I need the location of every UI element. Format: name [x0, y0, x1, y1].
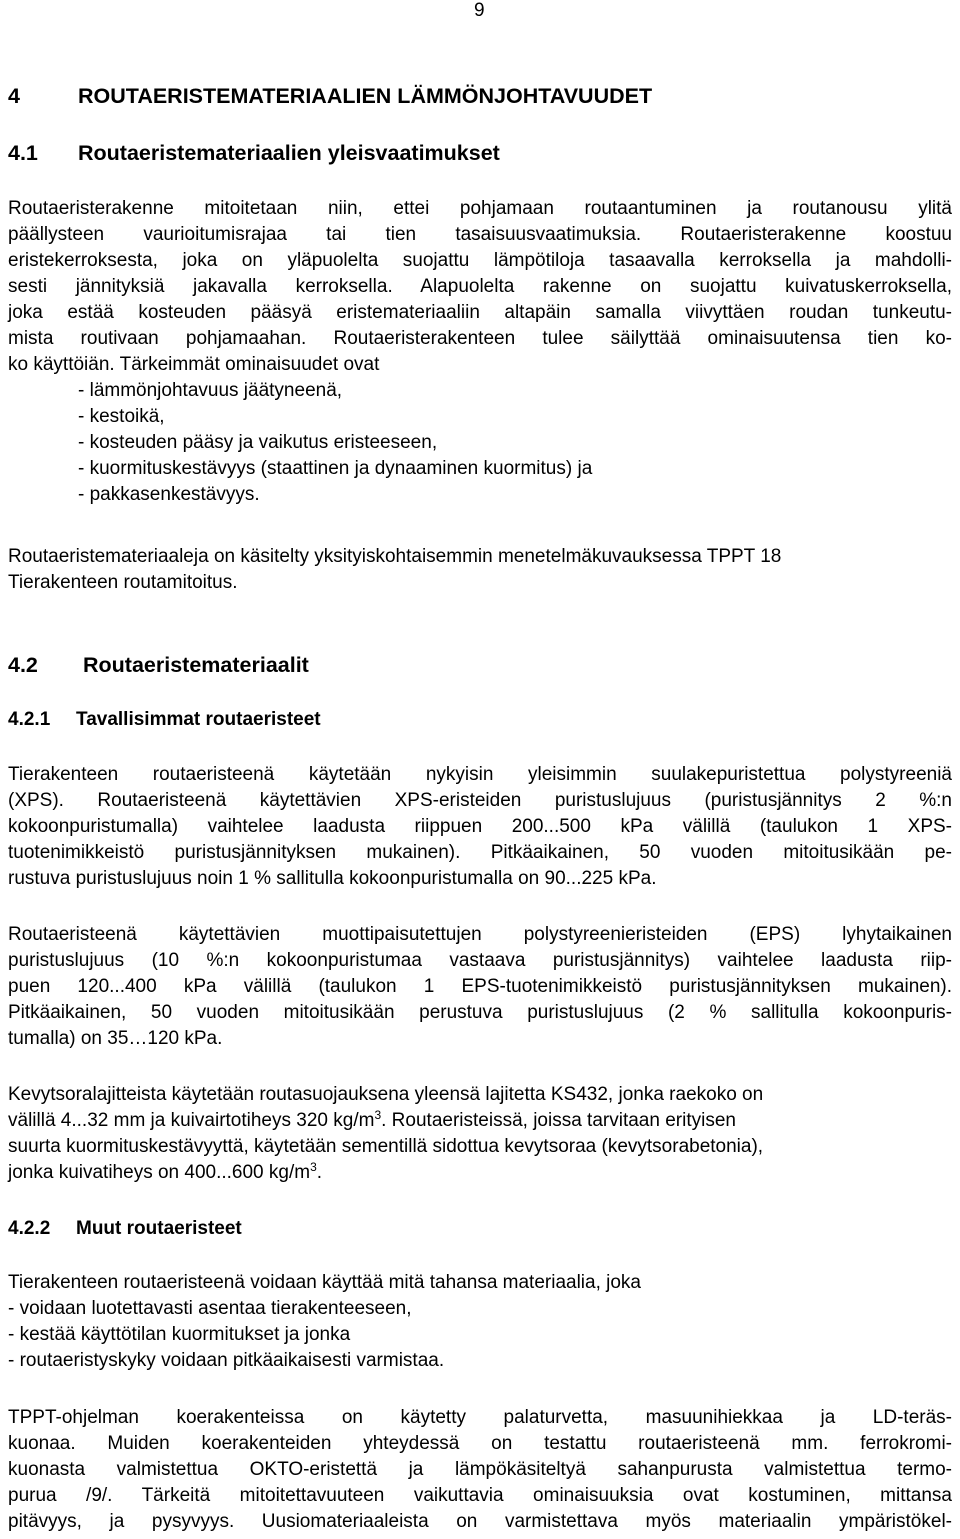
list-item: - kestoikä, — [78, 406, 165, 427]
text-line: puen 120...400 kPa välillä (taulukon 1 EPS-tuotenimikkeistö puristusjännityksen mukainen). — [8, 976, 952, 997]
section-4-1-paragraph-1 — [8, 196, 952, 508]
section-4-2-1-heading — [8, 709, 321, 731]
text-line: (XPS). Routaeristeenä käytettävien XPS-eristeiden puristuslujuus (puristusjännitys 2 %:n — [8, 790, 952, 811]
list-item: - kestää käyttötilan kuormitukset ja jonka — [8, 1324, 351, 1345]
text-line: Routaeristemateriaaleja on käsitelty yksityiskohtaisemmin menetelmäkuvauksessa TPPT 18 — [8, 546, 782, 567]
text-line: Tierakenteen routamitoitus. — [8, 572, 238, 593]
superscript: 3 — [310, 1160, 317, 1174]
chapter-number: 4 — [8, 84, 20, 108]
section-4-2-1-paragraph-3 — [8, 1082, 952, 1186]
text-line: Routaeristeenä käytettävien muottipaisutettujen polystyreenieristeiden (EPS) lyhytaikainen — [8, 924, 952, 945]
section-4-2-heading — [8, 653, 309, 678]
text-fragment: . — [316, 1162, 323, 1183]
section-number: 4.1 — [8, 141, 38, 165]
text-line: Tierakenteen routaeristeenä käytetään nykyisin yleisimmin suulakepuristettua polystyreeniä — [8, 764, 952, 785]
text-line — [8, 1160, 952, 1186]
section-title: Routaeristemateriaalit — [83, 653, 309, 677]
list-item: - kuormituskestävyys (staattinen ja dynaaminen kuormitus) ja — [78, 458, 593, 479]
subsection-number: 4.2.2 — [8, 1218, 51, 1239]
text-line: Tierakenteen routaeristeenä voidaan käyttää mitä tahansa materiaalia, joka — [8, 1272, 642, 1293]
superscript: 3 — [374, 1108, 382, 1122]
text-line: kuonasta valmistettua OKTO-eristettä ja lämpökäsiteltyä sahanpurusta valmistettua termo- — [8, 1459, 952, 1480]
text-line: purua /9/. Tärkeitä mitoitettavuuteen vaikuttavia ominaisuuksia ovat kostuminen, mittansa — [8, 1485, 952, 1506]
text-line: eristekerroksesta, joka on yläpuolelta suojattu lämpötiloja tasaavalla kerroksella ja mahdolli- — [8, 250, 952, 271]
text-line: TPPT-ohjelman koerakenteissa on käytetty palaturvetta, masuunihiekkaa ja LD-teräs- — [8, 1407, 952, 1428]
list-item: - routaeristyskyky voidaan pitkäaikaisesti varmistaa. — [8, 1350, 445, 1371]
text-line: rustuva puristuslujuus noin 1 % sallitulla kokoonpuristumalla on 90...225 kPa. — [8, 868, 657, 889]
list-item: - pakkasenkestävyys. — [78, 484, 260, 505]
text-line: tuotenimikkeistö puristusjännityksen mukainen). Pitkäaikainen, 50 vuoden mitoitusikään pe- — [8, 842, 952, 863]
chapter-title: ROUTAERISTEMATERIAALIEN LÄMMÖNJOHTAVUUDET — [78, 84, 653, 108]
text-line: tumalla) on 35…120 kPa. — [8, 1028, 223, 1049]
text-line: mista routivaan pohjamaahan. Routaeristerakenteen tulee säilyttää ominaisuutensa tien ko- — [8, 328, 952, 349]
section-title: Routaeristemateriaalien yleisvaatimukset — [78, 141, 500, 165]
section-4-1-heading — [8, 141, 500, 166]
subsection-title: Tavallisimmat routaeristeet — [76, 709, 321, 730]
list-item: - lämmönjohtavuus jäätyneenä, — [78, 380, 343, 401]
text-line: ko käyttöiän. Tärkeimmät ominaisuudet ovat — [8, 354, 380, 375]
section-4-2-2-heading — [8, 1218, 242, 1240]
chapter-heading — [8, 84, 652, 109]
text-fragment: välillä 4...32 mm ja kuivairtotiheys 320 kg/m — [8, 1110, 375, 1131]
text-fragment: jonka kuivatiheys on 400...600 kg/m — [8, 1162, 311, 1183]
text-line: Pitkäaikainen, 50 vuoden mitoitusikään perustuva puristuslujuus (2 % sallitulla kokoonpuris- — [8, 1002, 952, 1023]
list-item: - kosteuden pääsy ja vaikutus eristeeseen, — [78, 432, 438, 453]
list-item: - voidaan luotettavasti asentaa tierakenteeseen, — [8, 1298, 412, 1319]
section-4-2-2-paragraph-2 — [8, 1405, 952, 1535]
text-line: Kevytsoralajitteista käytetään routasuojauksena yleensä lajitetta KS432, jonka raekoko on — [8, 1084, 764, 1105]
section-4-1-paragraph-2 — [8, 544, 952, 596]
section-number: 4.2 — [8, 653, 38, 677]
subsection-title: Muut routaeristeet — [76, 1218, 242, 1239]
section-4-2-1-paragraph-1 — [8, 762, 952, 892]
text-line: pitävyys, ja pysyvyys. Uusiomateriaaleista on varmistettava myös materiaalin ympäristökel- — [8, 1511, 952, 1532]
text-line: sesti jännityksiä jakavalla kerroksella. Alapuolelta rakenne on suojattu kuivatuskerroksella, — [8, 276, 952, 297]
text-line — [8, 1108, 952, 1134]
subsection-number: 4.2.1 — [8, 709, 51, 730]
section-4-2-1-paragraph-2 — [8, 922, 952, 1052]
text-line: kokoonpuristumalla) vaihtelee laadusta riippuen 200...500 kPa välillä (taulukon 1 XPS- — [8, 816, 952, 837]
text-line: joka estää kosteuden pääsyä eristemateriaaliin altapäin samalla viivyttäen roudan tunkeutu- — [8, 302, 952, 323]
page-number: 9 — [474, 0, 485, 21]
text-line: päällysteen vaurioitumisrajaa tai tien tasaisuusvaatimuksia. Routaeristerakenne koostuu — [8, 224, 952, 245]
text-line: Routaeristerakenne mitoitetaan niin, ettei pohjamaan routaantuminen ja routanousu ylitä — [8, 198, 952, 219]
text-line: puristuslujuus (10 %:n kokoonpuristumaa vastaava puristusjännitys) vaihtelee laadusta riip- — [8, 950, 952, 971]
section-4-2-2-paragraph-1 — [8, 1270, 952, 1374]
text-line: kuonaa. Muiden koerakenteiden yhteydessä on testattu routaeristeenä mm. ferrokromi- — [8, 1433, 952, 1454]
text-fragment: . Routaeristeissä, joissa tarvitaan erityisen — [381, 1110, 736, 1131]
text-line: suurta kuormituskestävyyttä, käytetään sementillä sidottua kevytsoraa (kevytsorabetonia), — [8, 1136, 764, 1157]
